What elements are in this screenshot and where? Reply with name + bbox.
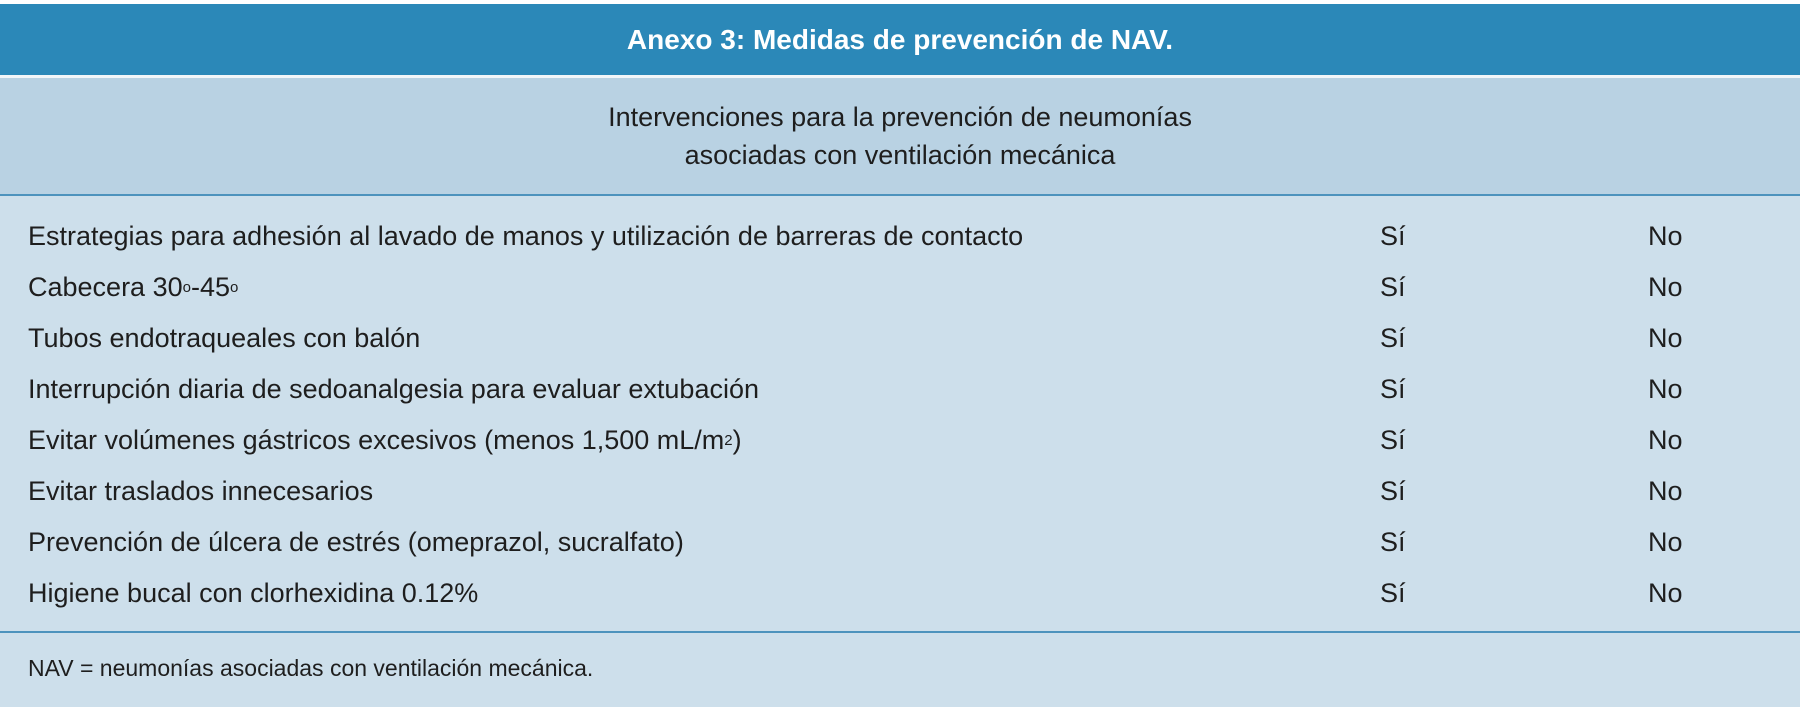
table-footnote: NAV = neumonías asociadas con ventilación mecánica. (28, 654, 594, 681)
degree-sup: o (229, 279, 239, 296)
table-row (0, 211, 1800, 262)
table-row (0, 262, 1800, 313)
row-label-text: -45 (190, 272, 230, 302)
row-label (0, 272, 1370, 303)
row-yes: Sí (1380, 476, 1406, 506)
row-label: Estrategias para adhesión al lavado de manos y utilización de barreras de contacto (28, 221, 1024, 251)
degree-sup: o (182, 279, 191, 296)
row-yes: Sí (1380, 527, 1406, 557)
row-label (0, 425, 1370, 456)
row-yes: Sí (1380, 425, 1406, 455)
table-row (0, 364, 1800, 415)
row-label: Higiene bucal con clorhexidina 0.12% (28, 578, 479, 608)
row-yes: Sí (1380, 578, 1406, 608)
row-yes: Sí (1380, 323, 1406, 353)
row-no: No (1648, 323, 1683, 353)
table-title: Anexo 3: Medidas de prevención de NAV. (0, 4, 1800, 78)
row-no: No (1648, 374, 1683, 404)
row-yes: Sí (1380, 272, 1406, 302)
column-header-line-1: Intervenciones para la prevención de neumonías (608, 102, 1192, 132)
row-label: Prevención de úlcera de estrés (omeprazol, sucralfato) (28, 527, 684, 557)
table-row (0, 415, 1800, 466)
row-label-text: Evitar volúmenes gástricos excesivos (menos 1,500 mL/m (28, 425, 725, 455)
prevention-table (0, 4, 1800, 707)
row-no: No (1648, 425, 1683, 455)
row-yes: Sí (1380, 374, 1406, 404)
row-no: No (1648, 272, 1683, 302)
table-body (0, 196, 1800, 633)
squared-sup: 2 (724, 432, 733, 449)
row-no: No (1648, 527, 1683, 557)
column-header-line-2: asociadas con ventilación mecánica (684, 140, 1116, 170)
row-no: No (1648, 578, 1683, 608)
table-row (0, 517, 1800, 568)
row-yes: Sí (1380, 221, 1406, 251)
row-label-text: Cabecera 30 (28, 272, 183, 302)
row-label-text: ) (732, 425, 742, 455)
table-row (0, 466, 1800, 517)
row-label: Interrupción diaria de sedoanalgesia para evaluar extubación (28, 374, 759, 404)
table-row (0, 313, 1800, 364)
table-row (0, 568, 1800, 619)
column-header (0, 78, 1800, 196)
row-no: No (1648, 476, 1683, 506)
row-label: Tubos endotraqueales con balón (28, 323, 421, 353)
row-label: Evitar traslados innecesarios (28, 476, 374, 506)
row-no: No (1648, 221, 1683, 251)
